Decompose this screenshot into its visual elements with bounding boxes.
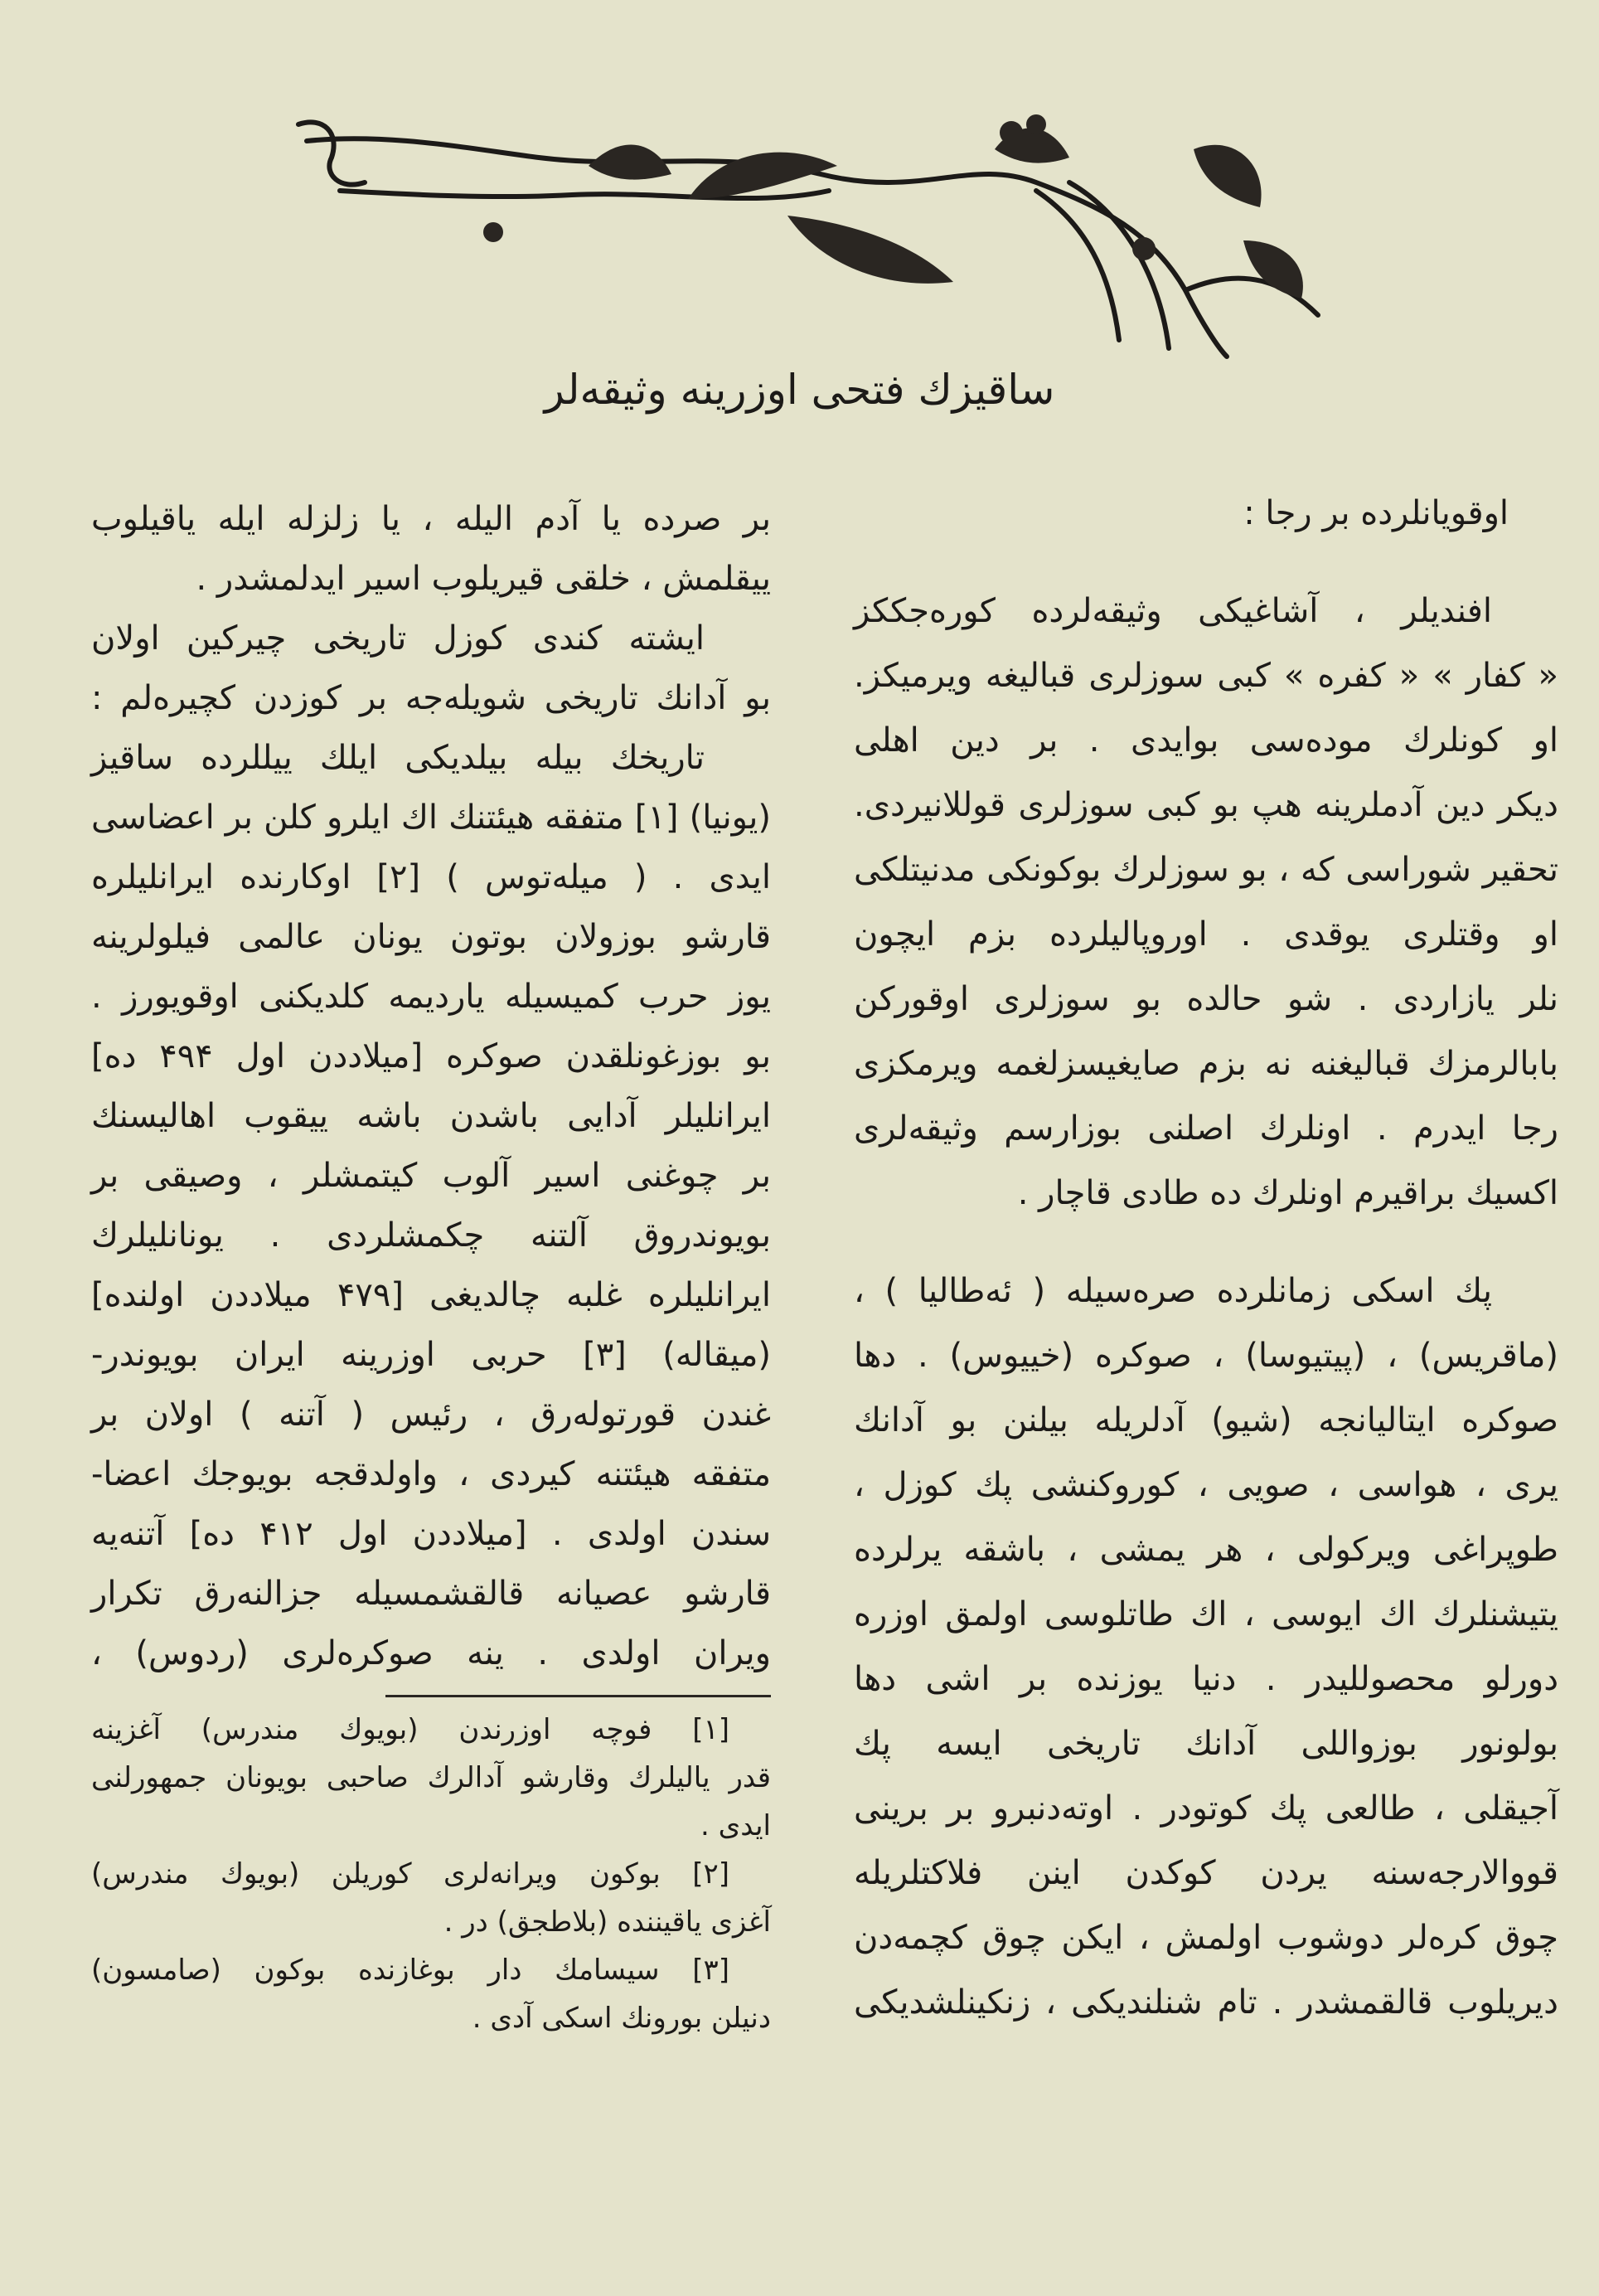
floral-vine-ornament <box>290 100 1343 365</box>
text-line: يتيشنلرك اك ايوسى ، اك طاتلوسى اولمق اوزره <box>854 1595 1558 1633</box>
text-line: ايرانليلره غلبه چالديغى [۴۷۹ ميلاددن اولنده] <box>91 1276 772 1314</box>
text-line: قارشو عصيانه قالقشمسيله جزالنه‌رق تكرار <box>91 1575 771 1613</box>
text-line: صوكره ايتاليانجه (شيو) آدلريله بيلنن بو آدانك <box>854 1401 1558 1439</box>
text-line: يرى ، هواسى ، صويى ، كوروكنشى پك كوزل ، <box>854 1466 1558 1504</box>
text-line: نلر يازاردى . شو حالده بو سوزلرى اوقوركن <box>854 980 1558 1018</box>
text-line: بو آدانك تاريخى شويله‌جه بر كوزدن كچيره‌لم : <box>91 679 771 717</box>
text-line: بويوندروق آلتنه چكمشلردى . يونانليلرك <box>91 1216 771 1255</box>
footnote-1 <box>91 1706 771 1850</box>
text-line: ايرانليلر آدايى باشدن باشه ييقوب اهاليسنك <box>91 1097 771 1135</box>
text-line: « كفار » « كفره » كبى سوزلرى قباليغه ويرميكز. <box>854 657 1558 695</box>
text-line: افنديلر ، آشاغيكى وثيقه‌لرده كوره‌جككز <box>854 592 1492 630</box>
footnote-line: دنيلن بورونك اسكى آدى . <box>472 2002 771 2035</box>
text-line: بولونور بوزواللى آدانك تاريخى ايسه پك <box>854 1725 1558 1763</box>
text-line: (ماقريس) ، (پيتيوسا) ، صوكره (خييوس) . دها <box>854 1337 1558 1375</box>
footnote-line: قدر ياليلرك وقارشو آدالرك صاحبى بويونان جمهورلنى <box>91 1761 771 1794</box>
right-column <box>854 481 1558 2068</box>
text-line: ايدى . ( ميله‌توس ) [۲] اوكارنده ايرانليلره <box>91 858 771 896</box>
text-line: او كونلرك موده‌سى بوايدى . بر دين اهلى <box>854 721 1558 760</box>
text-line: بر چوغنى اسير آلوب كيتمشلر ، وصيقى بر <box>91 1157 771 1195</box>
left-column-body <box>91 489 771 1683</box>
text-line: متفقه هيئتنه كيردى ، واولدقجه بويوجك اعضا- <box>91 1455 771 1493</box>
text-line: طوپراغى ويركولى ، هر يمشى ، باشقه يرلرده <box>854 1531 1558 1569</box>
footnote-line: [۱] فوچه اوزرندن (بويوك مندرس) آغزينه <box>91 1713 729 1746</box>
text-line: قووالارجه‌سنه يردن كوكدن اينن فلاكتلريله <box>854 1854 1558 1892</box>
paragraph-history <box>854 1259 1558 2035</box>
footnote-line: [۳] سيسامك دار بوغازنده بوكون (صامسون) <box>91 1954 729 1987</box>
article-title: ساقيزك فتحى اوزرينه وثيقه‌لر <box>544 366 1055 414</box>
footnote-separator <box>385 1695 771 1697</box>
text-line: (يونيا) [۱] متفقه هيئتنك اك ايلرو كلن بر اعضاسى <box>91 799 771 837</box>
text-line: بر صرده يا آدم اليله ، يا زلزله ايله ياقيلوب <box>91 500 771 538</box>
text-line: تحقير شوراسى كه ، بو سوزلرك بوكونكى مدنيتلكى <box>854 851 1558 889</box>
footnotes <box>91 1706 771 2042</box>
text-line: يوز حرب كميسيله يارديمه كلديكنى اوقويورز . <box>91 978 771 1016</box>
paragraph-request <box>854 579 1558 1226</box>
text-line: دورلو محصولليدر . دنيا يوزنده بر اشى دها <box>854 1660 1558 1698</box>
text-line: ايشته كندى كوزل تاريخى چيركين اولان <box>91 619 705 658</box>
text-line: ديريلوب قالقمشدر . تام شنلنديكى ، زنكينلشديكى <box>854 1983 1558 2022</box>
text-line: ييقلمش ، خلقى قيريلوب اسير ايدلمشدر . <box>196 560 771 598</box>
text-line: غندن قورتوله‌رق ، رئيس ( آتنه ) اولان بر <box>91 1396 771 1434</box>
text-line: بو بوزغونلقدن صوكره [ميلاددن اول ۴۹۴ ده] <box>91 1037 771 1075</box>
text-line: ويران اولدى . ينه صوكره‌لرى (ردوس) ، <box>91 1634 771 1672</box>
footnote-line: ايدى . <box>700 1809 771 1842</box>
text-line: تاريخك بيله بيلديكى ايلك ييللرده ساقيز <box>91 739 705 777</box>
footnote-2 <box>91 1850 771 1946</box>
text-line: ديكر دين آدملرينه هپ بو كبى سوزلرى قوللانيردى. <box>854 786 1558 824</box>
text-line: آجيقلى ، طالعى پك كوتودر . اوته‌دنبرو بر برينى <box>854 1789 1558 1828</box>
footnote-line: [۲] بوكون ويرانه‌لرى كوريلن (بويوك مندرس) <box>91 1857 729 1891</box>
text-line: چوق كره‌لر دوشوب اولمش ، ايكن چوق كچمه‌دن <box>854 1919 1558 1957</box>
footnote-line: آغزى ياقيننده (بلاطجق) در . <box>443 1905 771 1939</box>
text-line: قارشو بوزولان بوتون يونان عالمى فيلولرينه <box>91 918 771 956</box>
text-line: او وقتلرى يوقدى . اوروپاليلرده بزم ايچون <box>854 915 1558 954</box>
footnote-3 <box>91 1946 771 2042</box>
left-column <box>91 489 771 2075</box>
text-line: بابالرمزك قباليغنه نه بزم صايغيسزلغمه ويرمكزى <box>854 1045 1558 1083</box>
text-line: رجا ايدرم . اونلرك اصلنى بوزارسم وثيقه‌لرى <box>854 1109 1558 1148</box>
reader-request-heading: اوقويانلرده بر رجا : <box>1243 494 1509 532</box>
text-line: سندن اولدى . [ميلاددن اول ۴۱۲ ده] آتنه‌يه <box>91 1515 771 1553</box>
text-line: اكسيك براقيرم اونلرك ده طادى قاچار . <box>1017 1174 1558 1212</box>
text-line: پك اسكى زمانلرده صره‌سيله ( ئه‌طاليا ) ، <box>854 1272 1492 1310</box>
text-line: (ميقاله) [۳] حربى اوزرينه ايران بويوندر- <box>91 1336 771 1374</box>
